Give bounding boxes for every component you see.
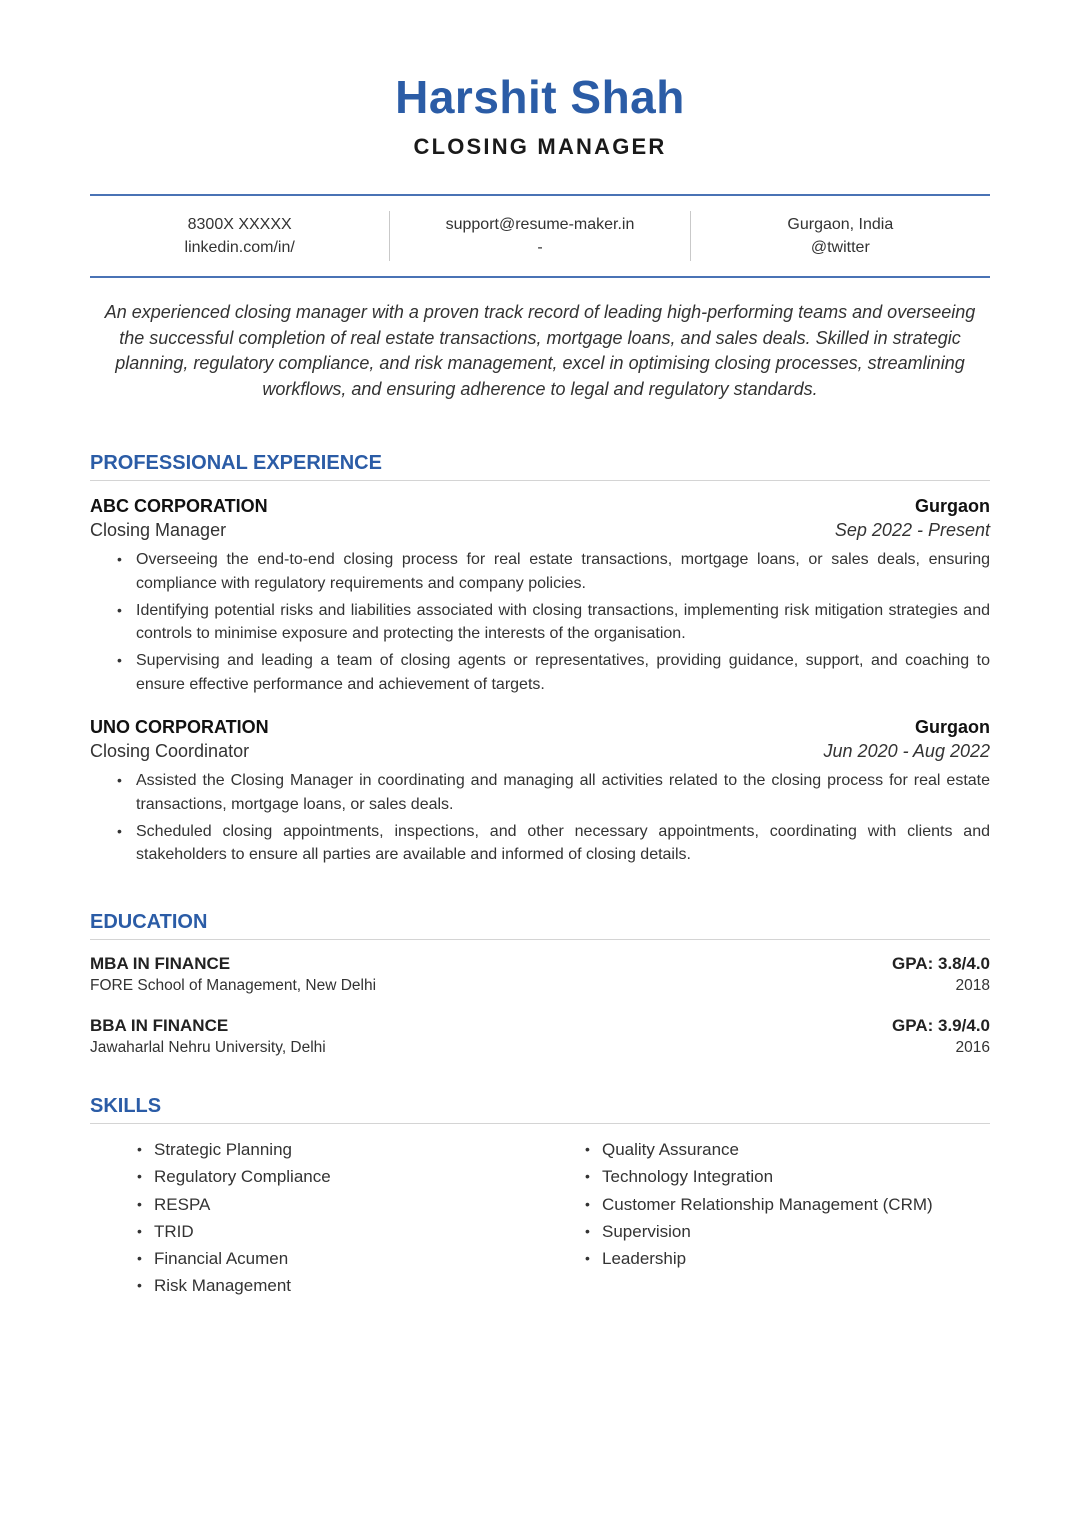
job-entry bbox=[90, 715, 990, 867]
linkedin-link[interactable]: linkedin.com/in/ bbox=[184, 239, 295, 256]
summary-paragraph: An experienced closing manager with a proven track record of leading high-performing teams and overseeing the successful completion of real estate transactions, mortgage loans, and sales deals. Skilled in strategic planning, regulatory compliance, and risk management, excel in optimising closing processes, streamlining workflows, and ensuring adherence to legal and regulatory standards. bbox=[104, 302, 976, 399]
gpa-value: GPA: 3.8/4.0 bbox=[892, 954, 990, 973]
job-bullet: • Identifying potential risks and liabilities associated with closing transactions, implementing risk mitigation strategies and controls to minimise exposure and protecting the interests of the organisation. bbox=[136, 599, 990, 646]
phone-number: 8300X XXXXX bbox=[187, 216, 292, 233]
job-bullet: • Overseeing the end-to-end closing process for real estate transactions, mortgage loans, or sales deals, ensuring compliance with regulatory requirements and company policies. bbox=[136, 548, 990, 595]
twitter-link[interactable]: @twitter bbox=[810, 239, 870, 256]
skill-item: • Financial Acumen bbox=[154, 1245, 538, 1272]
degree-name: MBA IN FINANCE bbox=[90, 954, 231, 973]
gpa-value: GPA: 3.9/4.0 bbox=[892, 1016, 990, 1035]
skill-item: • RESPA bbox=[154, 1191, 538, 1218]
job-title: Closing Coordinator bbox=[90, 741, 250, 761]
job-subheader bbox=[90, 518, 990, 542]
section-title-skills: SKILLS bbox=[90, 1093, 990, 1124]
education-header bbox=[90, 952, 990, 975]
education-section bbox=[90, 909, 990, 1059]
section-title-experience: PROFESSIONAL EXPERIENCE bbox=[90, 450, 990, 481]
company-name: UNO CORPORATION bbox=[90, 717, 269, 737]
education-subheader bbox=[90, 1037, 990, 1059]
job-location: Gurgaon bbox=[915, 717, 990, 737]
degree-name: BBA IN FINANCE bbox=[90, 1016, 229, 1035]
contact-column-phone bbox=[90, 211, 389, 261]
contact-column-location bbox=[691, 211, 990, 261]
email-sub: - bbox=[537, 239, 543, 256]
skills-section bbox=[90, 1093, 990, 1300]
job-entry bbox=[90, 494, 990, 696]
job-location: Gurgaon bbox=[915, 496, 990, 516]
skills-grid bbox=[90, 1136, 990, 1300]
job-dates: Sep 2022 - Present bbox=[834, 520, 990, 540]
skill-item: • Customer Relationship Management (CRM) bbox=[602, 1191, 986, 1218]
candidate-name: Harshit Shah bbox=[395, 71, 685, 123]
job-header bbox=[90, 715, 990, 739]
graduation-year: 2018 bbox=[955, 977, 990, 994]
job-title: Closing Manager bbox=[90, 520, 227, 540]
section-title-education: EDUCATION bbox=[90, 909, 990, 940]
contact-column-email bbox=[389, 211, 690, 261]
skill-item: • Supervision bbox=[602, 1218, 986, 1245]
skill-item: • Strategic Planning bbox=[154, 1136, 538, 1163]
job-header bbox=[90, 494, 990, 518]
job-dates: Jun 2020 - Aug 2022 bbox=[823, 741, 990, 761]
email-link[interactable]: support@resume-maker.in bbox=[445, 216, 635, 233]
school-name: Jawaharlal Nehru University, Delhi bbox=[90, 1039, 326, 1056]
graduation-year: 2016 bbox=[955, 1039, 990, 1056]
job-subheader bbox=[90, 739, 990, 763]
job-bullet: • Scheduled closing appointments, inspections, and other necessary appointments, coordinating with clients and stakeholders to ensure all parties are available and informed of closing details. bbox=[136, 820, 990, 867]
contact-bar bbox=[90, 194, 990, 278]
job-bullet: • Supervising and leading a team of closing agents or representatives, providing guidance, support, and coaching to ensure effective performance and achievement of targets. bbox=[136, 649, 990, 696]
education-entry bbox=[90, 1014, 990, 1059]
skill-item: • Regulatory Compliance bbox=[154, 1163, 538, 1190]
job-bullets bbox=[90, 769, 990, 867]
company-name: ABC CORPORATION bbox=[90, 496, 268, 516]
education-entry bbox=[90, 952, 990, 997]
job-bullet: • Assisted the Closing Manager in coordinating and managing all activities related to the closing process for real estate transactions, mortgage loans, or sales deals. bbox=[136, 769, 990, 816]
education-header bbox=[90, 1014, 990, 1037]
skill-item: • Quality Assurance bbox=[602, 1136, 986, 1163]
skills-column-left bbox=[90, 1136, 538, 1300]
resume-header bbox=[0, 0, 1080, 160]
school-name: FORE School of Management, New Delhi bbox=[90, 977, 377, 994]
job-bullets bbox=[90, 548, 990, 696]
candidate-role: CLOSING MANAGER bbox=[413, 134, 667, 159]
location-text: Gurgaon, India bbox=[787, 216, 894, 233]
skills-column-right bbox=[538, 1136, 986, 1300]
skill-item: • TRID bbox=[154, 1218, 538, 1245]
education-subheader bbox=[90, 975, 990, 997]
skill-item: • Technology Integration bbox=[602, 1163, 986, 1190]
experience-section bbox=[90, 450, 990, 870]
skill-item: • Risk Management bbox=[154, 1272, 538, 1299]
skill-item: • Leadership bbox=[602, 1245, 986, 1272]
